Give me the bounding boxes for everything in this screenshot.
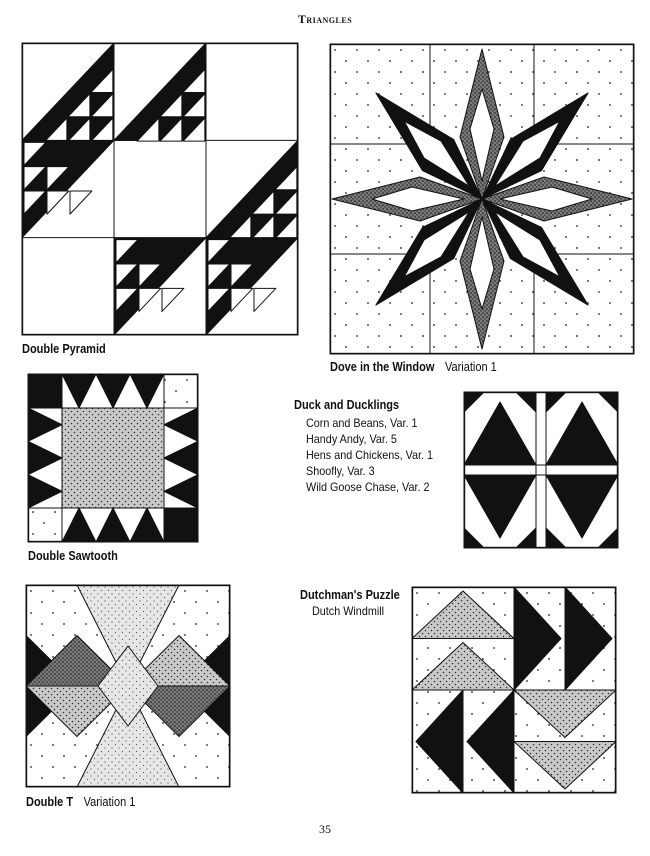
double-pyramid-block	[22, 43, 298, 335]
corner-square	[164, 508, 198, 542]
sashing-center	[536, 465, 546, 475]
aka-item: Shoofly, Var. 3	[306, 464, 375, 478]
double-t-block	[26, 585, 230, 787]
page-header: Triangles	[297, 12, 353, 26]
corner-square	[164, 374, 198, 408]
corner-square	[28, 508, 62, 542]
dutchmans-puzzle-aka-list	[312, 603, 384, 619]
double-pyramid-name: Double Pyramid	[22, 342, 106, 356]
aka-item: Corn and Beans, Var. 1	[306, 416, 418, 430]
aka-item: Hens and Chickens, Var. 1	[306, 448, 434, 462]
double-pyramid-caption	[22, 342, 106, 356]
center-square	[62, 408, 164, 508]
aka-item: Handy Andy, Var. 5	[306, 432, 397, 446]
double-sawtooth-name: Double Sawtooth	[28, 549, 118, 563]
double-sawtooth-caption	[28, 549, 118, 563]
dove-in-the-window-caption	[330, 360, 497, 374]
dove-in-the-window-block	[330, 44, 634, 354]
corner-square	[28, 374, 62, 408]
aka-item: Wild Goose Chase, Var. 2	[306, 480, 430, 494]
dutchmans-puzzle-block	[412, 587, 616, 793]
duck-and-ducklings-aka-list	[306, 415, 433, 495]
duck-and-ducklings-block	[464, 392, 618, 548]
page-number: 35	[319, 822, 331, 836]
aka-item: Dutch Windmill	[312, 604, 385, 618]
double-t-caption	[26, 795, 135, 809]
duck-and-ducklings-name: Duck and Ducklings	[294, 398, 400, 412]
double-t-variation: Variation 1	[83, 795, 136, 809]
double-sawtooth-block	[28, 374, 198, 542]
double-t-name: Double T	[26, 795, 74, 809]
dove-in-the-window-name: Dove in the Window	[330, 360, 435, 374]
dutchmans-puzzle-name: Dutchman's Puzzle	[300, 588, 400, 602]
dove-in-the-window-variation: Variation 1	[444, 360, 497, 374]
